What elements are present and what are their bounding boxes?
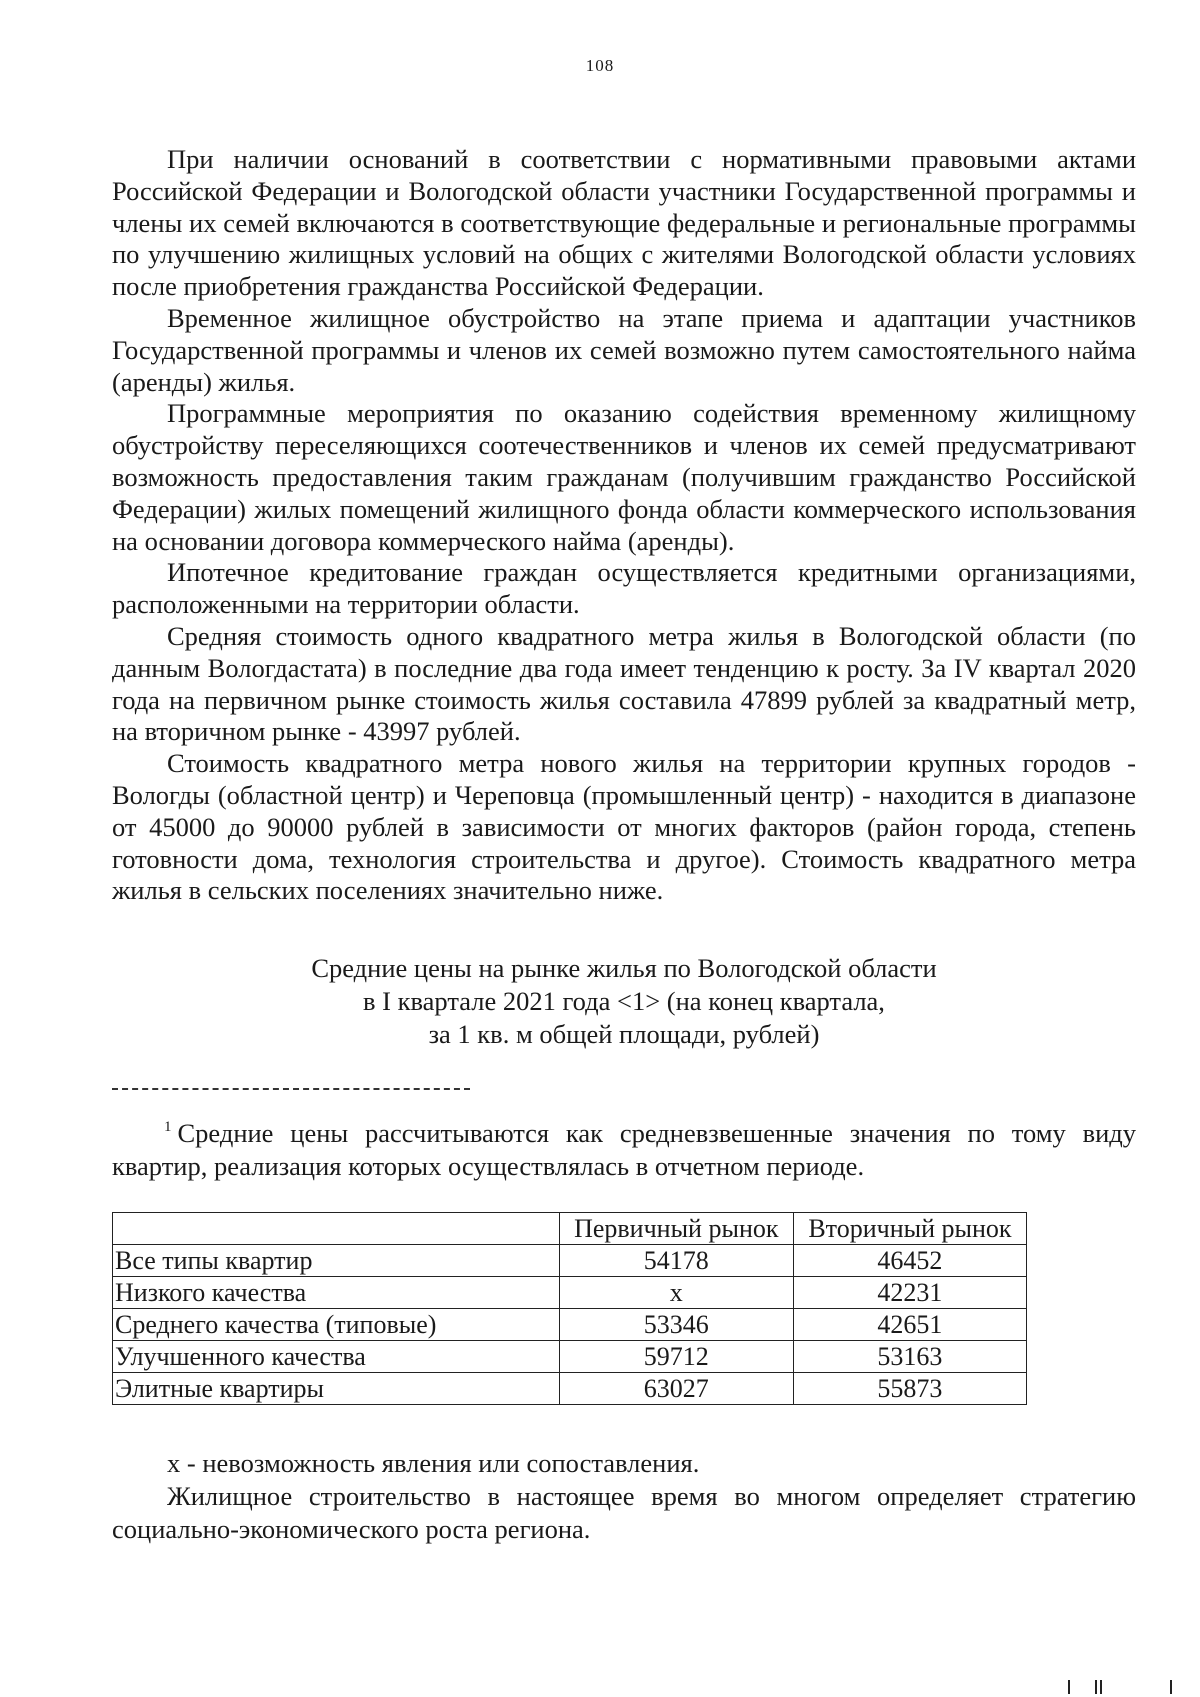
secondary-price: 55873 (793, 1373, 1026, 1405)
table-row (113, 1277, 1027, 1309)
paragraph: Ипотечное кредитование граждан осуществляется кредитными организациями, расположенными на территории области. (112, 557, 1136, 620)
row-label: Элитные квартиры (113, 1373, 560, 1405)
row-label: Низкого качества (113, 1277, 560, 1309)
primary-price: 54178 (559, 1245, 793, 1277)
footnote-marker: 1 (164, 1119, 172, 1135)
post-table-text (112, 1447, 1136, 1546)
header-cell-primary-market: Первичный рынок (559, 1213, 793, 1245)
secondary-price: 53163 (793, 1341, 1026, 1373)
table-title-line: в I квартале 2021 года <1> (на конец квартала, (363, 986, 885, 1016)
secondary-price: 42231 (793, 1277, 1026, 1309)
table-title-line: Средние цены на рынке жилья по Вологодской области (311, 953, 937, 983)
footnote-text: Средние цены рассчитываются как средневзвешенные значения по тому виду квартир, реализация которых осуществлялась в отчетном периоде. (112, 1118, 1136, 1181)
row-label: Улучшенного качества (113, 1341, 560, 1373)
primary-price: 53346 (559, 1309, 793, 1341)
table-row (113, 1341, 1027, 1373)
paragraph: Стоимость квадратного метра нового жилья на территории крупных городов - Вологды (областной центр) и Череповца (промышленный центр) - находится в диапазоне от 45000 до 90000 рублей в зависимости от многих факторов (район города, степень готовности дома, технология строительства и другое). Стоимость квадратного метра жилья в сельских поселениях значительно ниже. (112, 748, 1136, 906)
body-text (112, 144, 1136, 907)
table-title (112, 952, 1136, 1051)
paragraph: Жилищное строительство в настоящее время во многом определяет стратегию социально-экономического роста региона. (112, 1481, 1136, 1544)
footnote (112, 1117, 1136, 1183)
header-cell-empty (113, 1213, 560, 1245)
table-row (113, 1309, 1027, 1341)
page-number: 108 (585, 56, 615, 75)
scan-artifact-mark (1170, 1680, 1172, 1694)
paragraph: При наличии оснований в соответствии с нормативными правовыми актами Российской Федерации и Вологодской области участники Государственной программы и члены их семей включаются в соответствующие федеральные и региональные программы по улучшению жилищных условий на общих с жителями Вологодской области условиях после приобретения гражданства Российской Федерации. (112, 144, 1136, 302)
legend-note: x - невозможность явления или сопоставления. (167, 1448, 700, 1478)
primary-price: 59712 (559, 1341, 793, 1373)
primary-price: 63027 (559, 1373, 793, 1405)
table-header-row (113, 1213, 1027, 1245)
table-row (113, 1373, 1027, 1405)
primary-price: x (559, 1277, 793, 1309)
scan-artifact-mark (1068, 1680, 1070, 1694)
paragraph: Программные мероприятия по оказанию содействия временному жилищному обустройству переселяющихся соотечественников и членов их семей предусматривают возможность предоставления таким гражданам (получившим гражданство Российской Федерации) жилых помещений жилищного фонда области коммерческого использования на основании договора коммерческого найма (аренды). (112, 398, 1136, 556)
secondary-price: 42651 (793, 1309, 1026, 1341)
table-row (113, 1245, 1027, 1277)
scan-artifact-mark (1095, 1680, 1097, 1694)
row-label: Среднего качества (типовые) (113, 1309, 560, 1341)
scan-artifact-mark (1100, 1680, 1102, 1694)
footnote-separator (112, 1088, 470, 1090)
row-label: Все типы квартир (113, 1245, 560, 1277)
paragraph: Временное жилищное обустройство на этапе приема и адаптации участников Государственной программы и членов их семей возможно путем самостоятельного найма (аренды) жилья. (112, 302, 1136, 397)
price-table (112, 1212, 1027, 1405)
table-title-line: за 1 кв. м общей площади, рублей) (428, 1019, 820, 1049)
paragraph: Средняя стоимость одного квадратного метра жилья в Вологодской области (по данным Вологдастата) в последние два года имеет тенденцию к росту. За IV квартал 2020 года на первичном рынке стоимость жилья составила 47899 рублей за квадратный метр, на вторичном рынке - 43997 рублей. (112, 620, 1136, 747)
header-cell-secondary-market: Вторичный рынок (793, 1213, 1026, 1245)
secondary-price: 46452 (793, 1245, 1026, 1277)
